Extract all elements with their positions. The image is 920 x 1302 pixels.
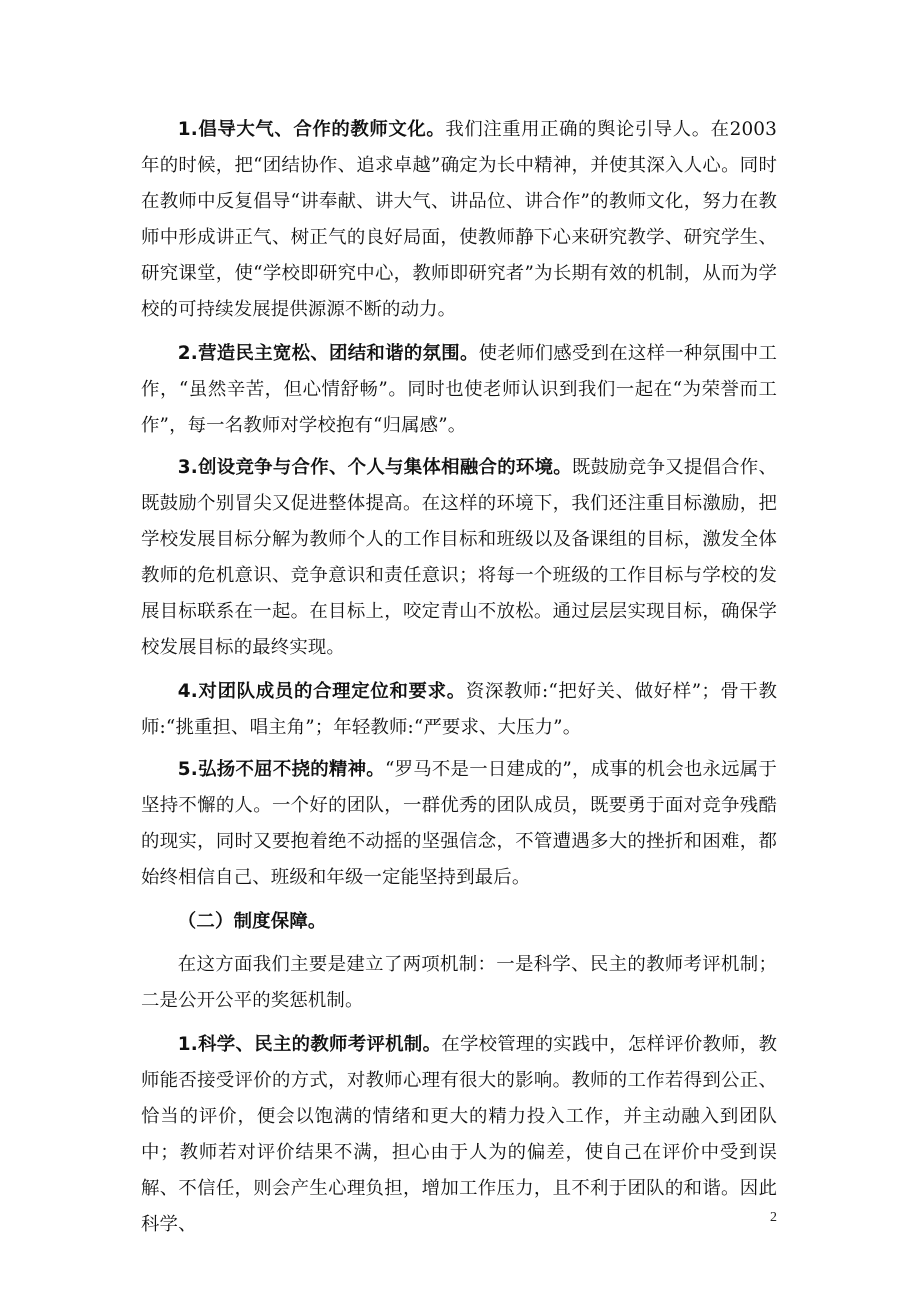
paragraph-text: 我们注重用正确的舆论引导人。在2003年的时候，把“团结协作、追求卓越”确定为长中精神，并使其深入人心。同时在教师中反复倡导“讲奉献、讲大气、讲品位、讲合作”的教师文化，努力在教师中形成讲正气、树正气的良好局面，使教师静下心来研究教学、研究学生、研究课堂，使“学校即研究中心，教师即研究者”为长期有效的机制，从而为学校的可持续发展提供源源不断的动力。 [141, 119, 777, 320]
paragraph-text: 在学校管理的实践中，怎样评价教师，教师能否接受评价的方式，对教师心理有很大的影响。教师的工作若得到公正、恰当的评价，便会以饱满的情绪和更大的精力投入工作，并主动融入到团队中；教师若对评价结果不满，担心由于人为的偏差，使自己在评价中受到误解、不信任，则会产生心理负担，增加工作压力，且不利于团队的和谐。因此科学、 [141, 1034, 777, 1235]
paragraph-lead: 3.创设竞争与合作、个人与集体相融合的环境。 [177, 457, 572, 478]
paragraph-lead: 1.科学、民主的教师考评机制。 [177, 1034, 442, 1055]
paragraph-atmosphere [141, 336, 777, 444]
paragraph-environment [141, 450, 777, 666]
document-body [141, 112, 777, 1251]
paragraph-perseverance [141, 752, 777, 896]
paragraph-intro: 在这方面我们主要是建立了两项机制：一是科学、民主的教师考评机制；二是公开公平的奖惩机制。 [141, 954, 777, 1011]
section-heading: （二）制度保障。 [177, 911, 327, 932]
paragraph-lead: 1.倡导大气、合作的教师文化。 [177, 119, 446, 140]
paragraph-text: “罗马不是一日建成的”，成事的机会也永远属于坚持不懈的人。一个好的团队，一群优秀的团队成员，既要勇于面对竞争残酷的现实，同时又要抱着绝不动摇的坚强信念，不管遭遇多大的挫折和困难，都始终相信自己、班级和年级一定能坚持到最后。 [141, 759, 777, 888]
paragraph-lead: 4.对团队成员的合理定位和要求。 [177, 681, 466, 702]
paragraph-lead: 2.营造民主宽松、团结和谐的氛围。 [177, 343, 479, 364]
paragraph-team-roles [141, 674, 777, 746]
paragraph-text: 既鼓励竞争又提倡合作、既鼓励个别冒尖又促进整体提高。在这样的环境下，我们还注重目标激励，把学校发展目标分解为教师个人的工作目标和班级以及备课组的目标，激发全体教师的危机意识、竞争意识和责任意识；将每一个班级的工作目标与学校的发展目标联系在一起。在目标上，咬定青山不放松。通过层层实现目标，确保学校发展目标的最终实现。 [141, 457, 777, 658]
paragraph-lead: 5.弘扬不屈不挠的精神。 [177, 759, 385, 780]
paragraph-evaluation-mechanism [141, 1027, 777, 1243]
paragraph-text: 资深教师:“把好关、做好样”；骨干教师:“挑重担、唱主角”；年轻教师:“严要求、大压力”。 [141, 681, 777, 738]
paragraph-teacher-culture [141, 112, 777, 328]
page-number: 2 [770, 1210, 777, 1225]
paragraph-text: 使老师们感受到在这样一种氛围中工作，“虽然辛苦，但心情舒畅”。同时也使老师认识到我们一起在“为荣誉而工作”，每一名教师对学校抱有“归属感”。 [141, 343, 778, 436]
